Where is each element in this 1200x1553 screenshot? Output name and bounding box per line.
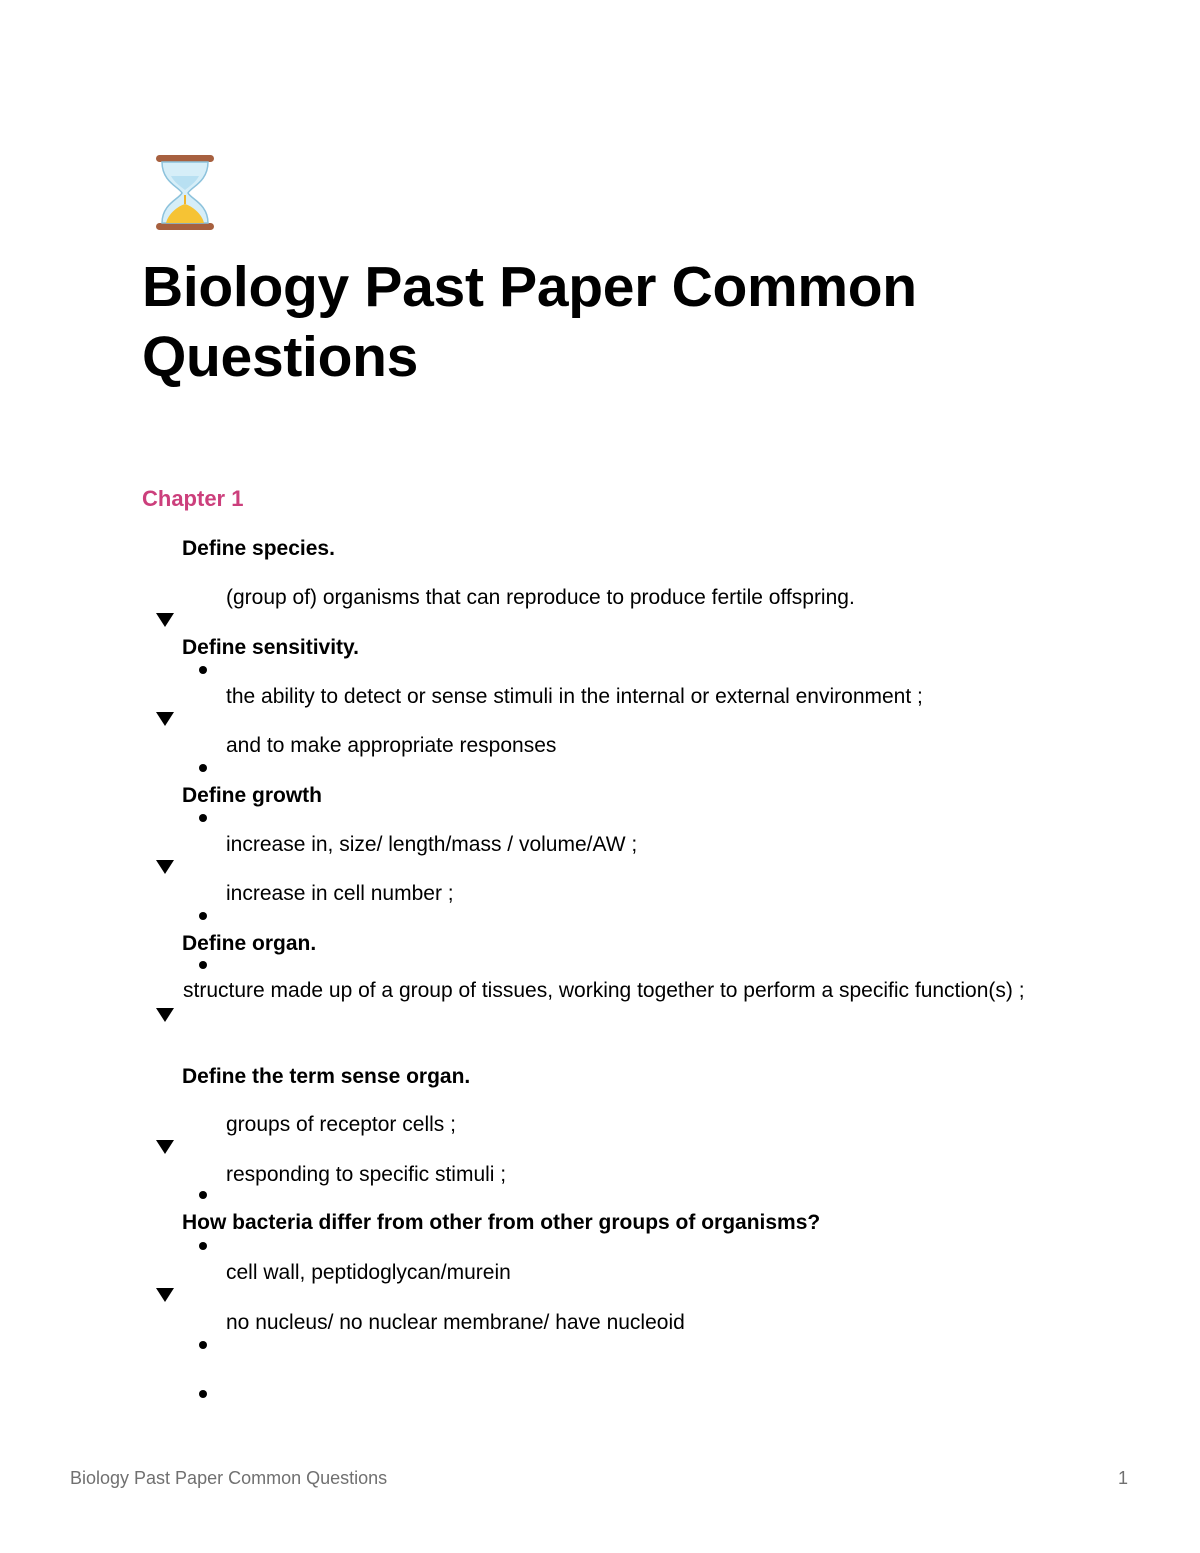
toggle-arrow-icon[interactable] bbox=[156, 1140, 174, 1154]
page-title-line-1: Biology Past Paper Common bbox=[142, 255, 917, 319]
toggle-answer: (group of) organisms that can reproduce to produce fertile offspring. bbox=[226, 586, 855, 609]
footer-title: Biology Past Paper Common Questions bbox=[70, 1468, 388, 1488]
bullet-icon bbox=[199, 961, 207, 969]
bullet-icon bbox=[199, 814, 207, 822]
toggle-answer: groups of receptor cells ; bbox=[226, 1113, 456, 1136]
toggle-question[interactable]: Define growth bbox=[182, 784, 322, 807]
toggle-answer: increase in cell number ; bbox=[226, 882, 454, 905]
bullet-icon bbox=[199, 1341, 207, 1349]
toggle-answer: responding to specific stimuli ; bbox=[226, 1163, 507, 1186]
bullet-icon bbox=[199, 666, 207, 674]
toggle-arrow-icon[interactable] bbox=[156, 860, 174, 874]
toggle-question[interactable]: How bacteria differ from other from other groups of organisms? bbox=[182, 1211, 821, 1234]
bullet-icon bbox=[199, 764, 207, 772]
toggle-arrow-icon[interactable] bbox=[156, 613, 174, 627]
bullet-icon bbox=[199, 912, 207, 920]
toggle-question[interactable]: Define sensitivity. bbox=[182, 636, 360, 659]
toggle-question[interactable]: Define organ. bbox=[182, 932, 317, 955]
toggle-arrow-icon[interactable] bbox=[156, 712, 174, 726]
chapter-heading: Chapter 1 bbox=[142, 486, 244, 511]
toggle-answer: increase in, size/ length/mass / volume/AW ; bbox=[226, 833, 638, 856]
hourglass-icon bbox=[152, 152, 218, 234]
bullet-icon bbox=[199, 1390, 207, 1398]
page-number: 1 bbox=[1118, 1468, 1129, 1488]
toggle-answer: cell wall, peptidoglycan/murein bbox=[226, 1261, 511, 1284]
bullet-icon bbox=[199, 1191, 207, 1199]
toggle-answer: and to make appropriate responses bbox=[226, 734, 557, 757]
toggle-question[interactable]: Define the term sense organ. bbox=[182, 1065, 471, 1088]
toggle-answer: the ability to detect or sense stimuli in the internal or external environment ; bbox=[226, 685, 923, 708]
bullet-icon bbox=[199, 1242, 207, 1250]
toggle-arrow-icon[interactable] bbox=[156, 1288, 174, 1302]
page-title-line-2: Questions bbox=[142, 325, 419, 389]
toggle-answer: no nucleus/ no nuclear membrane/ have nucleoid bbox=[226, 1311, 685, 1334]
toggle-question[interactable]: Define species. bbox=[182, 537, 335, 560]
toggle-answer: structure made up of a group of tissues, working together to perform a specific function(s) ; bbox=[183, 979, 1025, 1002]
toggle-arrow-icon[interactable] bbox=[156, 1008, 174, 1022]
